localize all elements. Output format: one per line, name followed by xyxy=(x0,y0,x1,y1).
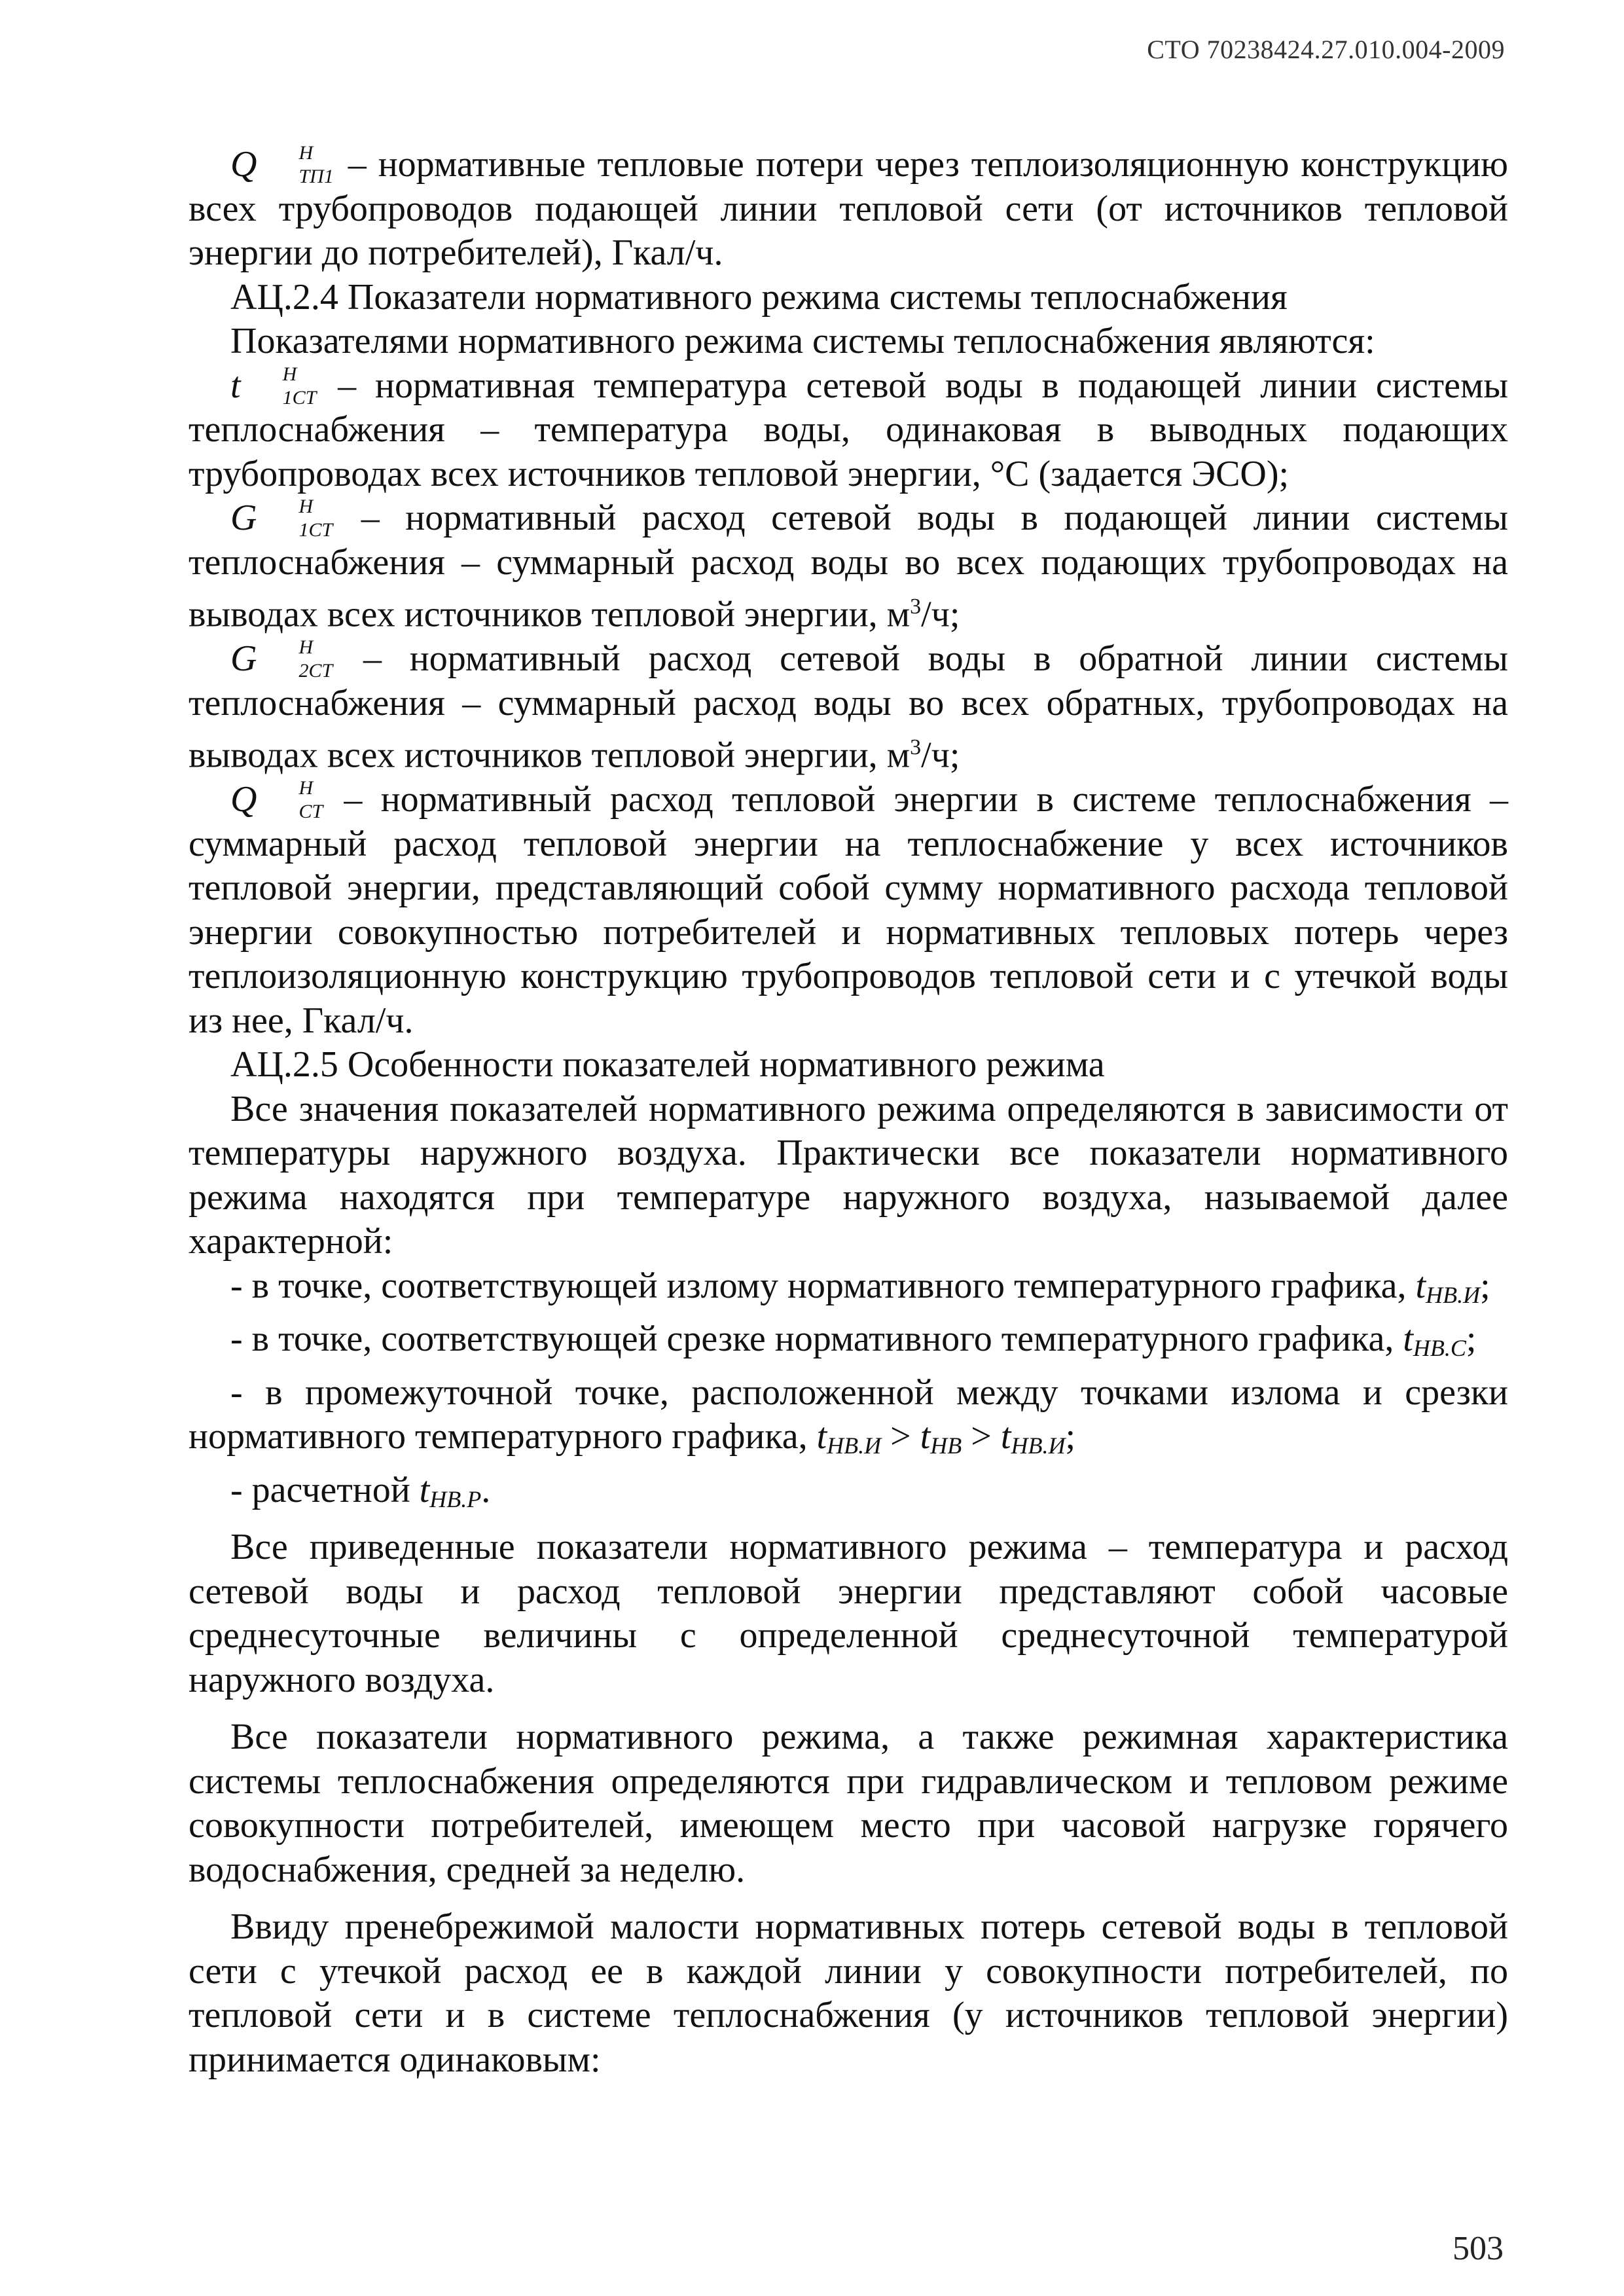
var-t-nv-s: $t_{НВ.С}$ xyxy=(1403,1319,1466,1362)
symbol-sub: СТ xyxy=(298,801,323,823)
paragraph-intro: Показателями нормативного режима системы теплоснабжения являются: xyxy=(230,321,1375,361)
paragraph-dependency: Все значения показателей нормативного режима определяются в зависимости от температуры наружного воздуха. Практически все показатели нормативного режима находятся при температуре наружного воздуха, называемой далее характерной: xyxy=(189,1088,1508,1262)
symbol-letter: t xyxy=(230,365,241,406)
symbol-t-1st xyxy=(230,363,317,409)
var-t-nv: $t_{НВ}$ xyxy=(920,1416,962,1459)
unit-tail: /ч; xyxy=(921,594,960,635)
symbol-sup: Н xyxy=(298,142,314,164)
paragraph-t1st xyxy=(189,364,1508,497)
symbol-sub: 2СТ xyxy=(298,660,333,682)
paragraph-network-losses: Ввиду пренебрежимой малости нормативных потерь сетевой воды в тепловой сети с утечкой расход ее в каждой линии у совокупности потребителей, по тепловой сети и в системе теплоснабжения (у источников тепловой энергии) принимается одинаковым: xyxy=(189,1906,1508,2080)
paragraph-qst xyxy=(189,778,1508,1043)
bullet-text: - в промежуточной точке, расположенной между точками излома и срезки нормативного температурного графика, xyxy=(189,1372,1508,1457)
paragraph-text: – нормативный расход тепловой энергии в системе теплоснабжения – суммарный расход тепловой энергии на теплоснабжение у всех источников тепловой энергии, представляющий собой сумму нормативного расхода тепловой энергии совокупностью потребителей и нормативных тепловых потерь через теплоизоляционную конструкцию трубопроводов тепловой сети и с утечкой воды из нее, Гкал/ч. xyxy=(189,779,1508,1041)
document-code: СТО 70238424.27.010.004-2009 xyxy=(1147,35,1505,64)
symbol-letter: G xyxy=(230,638,257,680)
paragraph-q-tp1 xyxy=(189,143,1508,276)
section-heading-2-5: АЦ.2.5 Особенности показателей нормативного режима xyxy=(230,1044,1105,1085)
symbol-letter: Q xyxy=(230,144,257,185)
paragraph-g1st xyxy=(189,496,1508,637)
unit-tail: /ч; xyxy=(921,735,960,776)
symbol-sub: ТП1 xyxy=(298,166,334,187)
var-t-nv-r: $t_{НВ.Р}$ xyxy=(419,1469,482,1512)
symbol-letter: Q xyxy=(230,779,257,820)
body-text xyxy=(189,143,1508,2082)
bullet-text: - расчетной xyxy=(230,1469,410,1510)
symbol-sub: 1СТ xyxy=(298,519,333,541)
symbol-sup: Н xyxy=(298,636,314,659)
symbol-g-2st xyxy=(230,636,333,682)
unit-superscript: 3 xyxy=(910,594,922,619)
bullet-cut-point: - в точке, соответствующей срезке нормативного температурного графика, $t_{НВ.С}$; xyxy=(230,1319,1477,1362)
bullet-text: - в точке, соответствующей излому нормативного температурного графика, xyxy=(230,1265,1407,1306)
paragraph-hydraulic-mode: Все показатели нормативного режима, а также режимная характеристика системы теплоснабжения определяются при гидравлическом и тепловом режиме совокупности потребителей, имеющем место при часовой нагрузке горячего водоснабжения, средней за неделю. xyxy=(189,1717,1508,1890)
symbol-sup: Н xyxy=(298,777,314,799)
var-t-nv-i: $t_{НВ.И}$ xyxy=(1415,1265,1481,1308)
bullet-design-point: - расчетной $t_{НВ.Р}$. xyxy=(230,1469,491,1512)
paragraph-text: – нормативный расход сетевой воды в обратной линии системы теплоснабжения – суммарный расход воды во всех обратных, трубопроводах на выводах всех источников тепловой энергии, м xyxy=(189,638,1508,776)
symbol-letter: G xyxy=(230,498,257,538)
symbol-sup: Н xyxy=(298,496,314,517)
section-heading-2-4: АЦ.2.4 Показатели нормативного режима системы теплоснабжения xyxy=(230,276,1288,318)
paragraph-text: – нормативный расход сетевой воды в подающей линии системы теплоснабжения – суммарный расход воды во всех подающих трубопроводах на выводах всех источников тепловой энергии, м xyxy=(189,498,1509,635)
symbol-q-tp1 xyxy=(230,144,334,185)
var-t-nv-i: $t_{НВ.И}$ xyxy=(816,1416,882,1459)
symbol-sub: 1СТ xyxy=(282,386,317,409)
paragraph-g2st xyxy=(189,637,1508,778)
unit-superscript: 3 xyxy=(910,735,922,760)
symbol-sup: Н xyxy=(282,363,297,385)
page-number: 503 xyxy=(1453,2230,1504,2267)
paragraph-text: – нормативные тепловые потери через теплоизоляционную конструкцию всех трубопроводов подающей линии тепловой сети (от источников тепловой энергии до потребителей), Гкал/ч. xyxy=(189,144,1508,273)
paragraph-text: – нормативная температура сетевой воды в подающей линии системы теплоснабжения – температура воды, одинаковая в выводных подающих трубопроводах всех источников тепловой энергии, °С (задается ЭСО); xyxy=(189,365,1509,494)
var-t-nv-i: $t_{НВ.И}$ xyxy=(1000,1416,1066,1459)
bullet-intermediate-point: - в промежуточной точке, расположенной между точками излома и срезки нормативного температурного графика, $t_{НВ.И} > t_{НВ} > t_{НВ.И}$; xyxy=(189,1372,1508,1459)
symbol-g-1st xyxy=(230,496,333,541)
symbol-q-st xyxy=(230,777,323,823)
paragraph-hourly-values: Все приведенные показатели нормативного режима – температура и расход сетевой воды и расход тепловой энергии представляют собой часовые среднесуточные величины с определенной среднесуточной температурой наружного воздуха. xyxy=(189,1527,1508,1700)
bullet-text: - в точке, соответствующей срезке нормативного температурного графика, xyxy=(230,1319,1394,1360)
bullet-break-point: - в точке, соответствующей излому нормативного температурного графика, $t_{НВ.И}$; xyxy=(230,1265,1490,1308)
